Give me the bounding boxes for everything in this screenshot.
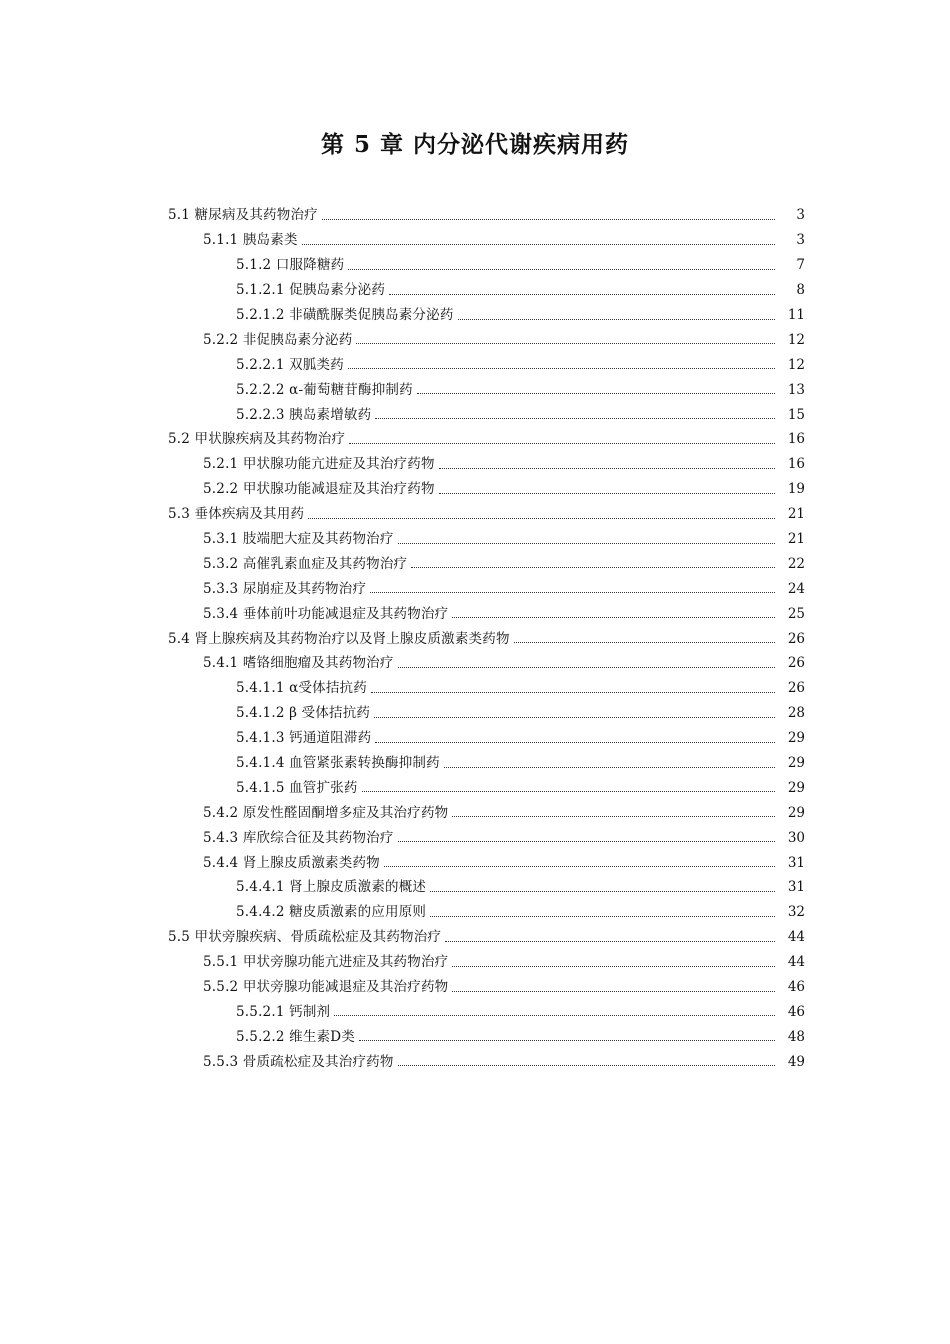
toc-entry-label: 5.5.2.1 钙制剂 [236, 1003, 331, 1020]
toc-dot-leader [411, 567, 775, 568]
table-of-contents [0, 203, 950, 1074]
toc-entry-label: 5.2.1.2 非磺酰脲类促胰岛素分泌药 [236, 307, 454, 323]
toc-entry-label: 5.3.3 尿崩症及其药物治疗 [203, 580, 367, 597]
toc-entry-page-number: 49 [787, 1053, 805, 1070]
toc-entry-label: 5.2.1 甲状腺功能亢进症及其治疗药物 [203, 456, 435, 473]
toc-dot-leader [334, 1015, 775, 1016]
toc-dot-leader [398, 543, 775, 544]
toc-dot-leader [452, 991, 775, 992]
toc-entry-page-number: 12 [787, 331, 805, 348]
toc-entry-label: 5.5.2 甲状旁腺功能减退症及其治疗药物 [203, 979, 449, 996]
toc-entry-page-number: 31 [787, 854, 805, 871]
toc-dot-leader [375, 418, 775, 419]
toc-dot-leader [384, 866, 775, 867]
toc-entry-page-number: 7 [796, 257, 805, 274]
toc-entry[interactable] [0, 203, 950, 228]
toc-dot-leader [356, 343, 775, 344]
toc-entry-label: 5.4.1.2 β 受体拮抗药 [236, 705, 371, 722]
toc-entry[interactable] [0, 452, 950, 477]
toc-entry-page-number: 44 [787, 954, 805, 971]
toc-entry[interactable] [0, 1000, 950, 1025]
toc-entry-page-number: 29 [787, 804, 805, 821]
toc-entry[interactable] [0, 1024, 950, 1049]
toc-entry-label: 5.5.3 骨质疏松症及其治疗药物 [203, 1053, 394, 1070]
toc-entry[interactable] [0, 800, 950, 825]
toc-entry-label: 5.1.2.1 促胰岛素分泌药 [236, 282, 386, 299]
toc-entry-label: 5.2.2.3 胰岛素增敏药 [236, 406, 372, 423]
toc-entry-page-number: 29 [787, 779, 805, 796]
toc-entry-label: 5.2.2 甲状腺功能减退症及其治疗药物 [203, 481, 435, 498]
toc-entry-label: 5.3 垂体疾病及其用药 [168, 506, 305, 523]
toc-dot-leader [362, 791, 775, 792]
toc-entry-label: 5.4.1.1 α受体拮抗药 [236, 680, 367, 697]
toc-entry[interactable] [0, 601, 950, 626]
toc-entry[interactable] [0, 377, 950, 402]
toc-entry[interactable] [0, 875, 950, 900]
toc-dot-leader [452, 617, 775, 618]
toc-dot-leader [430, 916, 775, 917]
toc-entry-label: 5.1.2 口服降糖药 [236, 257, 345, 274]
toc-dot-leader [348, 368, 775, 369]
toc-entry[interactable] [0, 975, 950, 1000]
toc-entry-label: 5.4.4 肾上腺皮质激素类药物 [203, 854, 380, 871]
toc-entry-page-number: 29 [787, 730, 805, 747]
toc-entry[interactable] [0, 900, 950, 925]
toc-entry[interactable] [0, 278, 950, 303]
toc-entry-page-number: 15 [787, 406, 805, 423]
toc-entry[interactable] [0, 825, 950, 850]
toc-entry-label: 5.2 甲状腺疾病及其药物治疗 [168, 431, 346, 448]
toc-entry-label: 5.5 甲状旁腺疾病、骨质疏松症及其药物治疗 [168, 929, 442, 946]
toc-entry-label: 5.4.4.2 糖皮质激素的应用原则 [236, 904, 427, 921]
toc-entry-page-number: 3 [796, 207, 805, 224]
toc-dot-leader [322, 219, 775, 220]
toc-dot-leader [430, 891, 775, 892]
toc-entry[interactable] [0, 527, 950, 552]
page-title: 第 5 章 内分泌代谢疾病用药 [320, 131, 630, 158]
toc-entry-page-number: 16 [787, 456, 805, 473]
toc-entry-label: 5.2.2 非促胰岛素分泌药 [203, 331, 353, 348]
toc-entry-page-number: 44 [787, 929, 805, 946]
toc-entry[interactable] [0, 502, 950, 527]
toc-entry[interactable] [0, 228, 950, 253]
toc-entry[interactable] [0, 402, 950, 427]
toc-entry-page-number: 12 [787, 356, 805, 373]
toc-entry-label: 5.4.1.5 血管扩张药 [236, 779, 358, 796]
toc-dot-leader [417, 393, 775, 394]
toc-entry[interactable] [0, 775, 950, 800]
toc-entry-label: 5.4 肾上腺疾病及其药物治疗以及肾上腺皮质激素类药物 [168, 630, 510, 647]
toc-entry-label: 5.1 糖尿病及其药物治疗 [168, 207, 318, 224]
toc-entry[interactable] [0, 925, 950, 950]
toc-dot-leader [398, 841, 775, 842]
toc-entry[interactable] [0, 427, 950, 452]
toc-entry[interactable] [0, 701, 950, 726]
toc-dot-leader [348, 269, 775, 270]
toc-entry[interactable] [0, 327, 950, 352]
toc-entry-label: 5.2.2.2 α-葡萄糖苷酶抑制药 [236, 381, 413, 398]
toc-entry-page-number: 46 [787, 1003, 805, 1020]
toc-dot-leader [308, 518, 775, 519]
toc-entry-label: 5.3.4 垂体前叶功能减退症及其药物治疗 [203, 605, 449, 622]
toc-entry[interactable] [0, 751, 950, 776]
toc-entry-label: 5.4.1 嗜铬细胞瘤及其药物治疗 [203, 655, 394, 672]
toc-entry-label: 5.4.1.3 钙通道阻滞药 [236, 730, 372, 747]
toc-entry-label: 5.5.1 甲状旁腺功能亢进症及其药物治疗 [203, 954, 449, 971]
toc-entry-page-number: 21 [787, 506, 805, 523]
toc-entry[interactable] [0, 850, 950, 875]
toc-dot-leader [359, 1040, 775, 1041]
toc-entry-label: 5.4.3 库欣综合征及其药物治疗 [203, 829, 394, 846]
toc-dot-leader [389, 294, 775, 295]
toc-entry-page-number: 26 [787, 630, 805, 647]
toc-dot-leader [371, 692, 775, 693]
toc-entry-page-number: 11 [787, 307, 805, 323]
toc-entry-page-number: 3 [796, 232, 805, 249]
toc-entry[interactable] [0, 576, 950, 601]
toc-entry-page-number: 22 [787, 555, 805, 572]
toc-dot-leader [370, 592, 775, 593]
toc-dot-leader [375, 742, 775, 743]
toc-entry-label: 5.3.1 肢端肥大症及其药物治疗 [203, 531, 394, 548]
toc-dot-leader [439, 493, 775, 494]
toc-entry[interactable] [0, 676, 950, 701]
toc-entry-page-number: 26 [787, 680, 805, 697]
toc-entry[interactable] [0, 651, 950, 676]
toc-entry[interactable] [0, 726, 950, 751]
toc-entry-page-number: 24 [787, 580, 805, 597]
toc-entry-page-number: 21 [787, 531, 805, 548]
toc-entry[interactable] [0, 950, 950, 975]
toc-entry-label: 5.4.1.4 血管紧张素转换酶抑制药 [236, 755, 440, 772]
toc-entry-page-number: 26 [787, 655, 805, 672]
toc-entry[interactable] [0, 253, 950, 278]
toc-entry-label: 5.5.2.2 维生素D类 [236, 1028, 355, 1045]
toc-entry-page-number: 28 [787, 705, 805, 722]
toc-entry-label: 5.4.4.1 肾上腺皮质激素的概述 [236, 879, 427, 896]
toc-entry[interactable] [0, 626, 950, 651]
toc-entry-label: 5.4.2 原发性醛固酮增多症及其治疗药物 [203, 804, 449, 821]
toc-entry-page-number: 13 [787, 381, 805, 398]
toc-dot-leader [445, 941, 775, 942]
toc-entry-label: 5.1.1 胰岛素类 [203, 232, 298, 249]
toc-dot-leader [452, 816, 775, 817]
toc-entry-page-number: 48 [787, 1028, 805, 1045]
toc-dot-leader [439, 468, 775, 469]
toc-entry-page-number: 8 [796, 282, 805, 299]
toc-dot-leader [398, 1065, 775, 1066]
toc-entry-page-number: 30 [787, 829, 805, 846]
toc-entry-page-number: 19 [787, 481, 805, 498]
toc-entry-page-number: 46 [787, 979, 805, 996]
toc-dot-leader [302, 244, 775, 245]
toc-dot-leader [514, 642, 775, 643]
toc-entry-page-number: 31 [787, 879, 805, 896]
toc-dot-leader [452, 966, 775, 967]
toc-dot-leader [398, 667, 775, 668]
toc-dot-leader [374, 717, 775, 718]
toc-entry-page-number: 16 [787, 431, 805, 448]
toc-entry[interactable] [0, 303, 950, 328]
toc-entry[interactable] [0, 551, 950, 576]
toc-entry-label: 5.2.2.1 双胍类药 [236, 356, 344, 373]
toc-entry[interactable] [0, 1049, 950, 1074]
toc-dot-leader [444, 767, 775, 768]
toc-entry[interactable] [0, 477, 950, 502]
toc-entry-label: 5.3.2 高催乳素血症及其药物治疗 [203, 555, 408, 572]
toc-dot-leader [349, 443, 775, 444]
toc-entry-page-number: 32 [787, 904, 805, 921]
toc-entry[interactable] [0, 352, 950, 377]
toc-dot-leader [458, 319, 775, 320]
toc-entry-page-number: 29 [787, 755, 805, 772]
toc-entry-page-number: 25 [787, 605, 805, 622]
